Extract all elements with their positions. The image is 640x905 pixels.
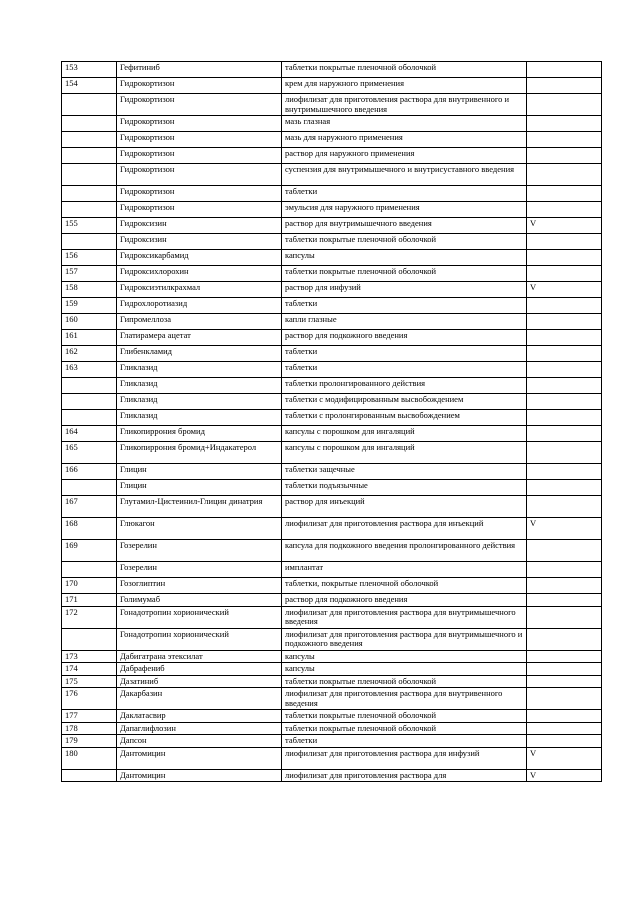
vital-mark-cell: [527, 362, 602, 378]
table-row: [62, 562, 602, 578]
row-number-cell: 157: [62, 266, 117, 282]
dosage-form-cell: таблетки: [282, 186, 527, 202]
vital-mark-cell: [527, 594, 602, 607]
row-number-cell: [62, 164, 117, 186]
vital-mark-cell: [527, 164, 602, 186]
drug-name-cell: Гидроксихлорохин: [117, 266, 282, 282]
dosage-form-cell: таблетки с модифицированным высвобождением: [282, 394, 527, 410]
row-number-cell: [62, 378, 117, 394]
vital-mark-cell: V: [527, 282, 602, 298]
table-row: [62, 518, 602, 540]
row-number-cell: [62, 410, 117, 426]
row-number-cell: 166: [62, 464, 117, 480]
drug-name-cell: Гликлазид: [117, 394, 282, 410]
drug-name-cell: Гликлазид: [117, 410, 282, 426]
drug-name-cell: Дантомицин: [117, 747, 282, 769]
dosage-form-cell: капли глазные: [282, 314, 527, 330]
table-row: [62, 164, 602, 186]
dosage-form-cell: лиофилизат для приготовления раствора для: [282, 769, 527, 782]
row-number-cell: [62, 394, 117, 410]
table-row: [62, 378, 602, 394]
vital-mark-cell: [527, 688, 602, 710]
table-row: [62, 594, 602, 607]
row-number-cell: 168: [62, 518, 117, 540]
drug-name-cell: Гидроксизин: [117, 218, 282, 234]
vital-mark-cell: [527, 426, 602, 442]
vital-mark-cell: V: [527, 518, 602, 540]
dosage-form-cell: лиофилизат для приготовления раствора для внутривенного и внутримышечного введения: [282, 94, 527, 116]
dosage-form-cell: капсула для подкожного введения пролонгированного действия: [282, 540, 527, 562]
vital-mark-cell: [527, 464, 602, 480]
table-row: [62, 314, 602, 330]
table-row: [62, 266, 602, 282]
table-row: [62, 650, 602, 663]
vital-mark-cell: [527, 394, 602, 410]
row-number-cell: 173: [62, 650, 117, 663]
dosage-form-cell: таблетки покрытые пленочной оболочкой: [282, 710, 527, 723]
drug-name-cell: Голимумаб: [117, 594, 282, 607]
dosage-form-cell: капсулы: [282, 250, 527, 266]
dosage-form-cell: таблетки: [282, 346, 527, 362]
table-row: [62, 250, 602, 266]
drug-name-cell: Дазатиниб: [117, 675, 282, 688]
vital-mark-cell: V: [527, 218, 602, 234]
vital-mark-cell: [527, 234, 602, 250]
table-row: [62, 62, 602, 78]
dosage-form-cell: таблетки покрытые пленочной оболочкой: [282, 722, 527, 735]
table-row: [62, 116, 602, 132]
medicines-table: [61, 61, 602, 782]
row-number-cell: [62, 769, 117, 782]
row-number-cell: [62, 94, 117, 116]
vital-mark-cell: [527, 116, 602, 132]
vital-mark-cell: [527, 266, 602, 282]
row-number-cell: [62, 116, 117, 132]
table-row: [62, 722, 602, 735]
drug-name-cell: Гидроксикарбамид: [117, 250, 282, 266]
row-number-cell: 170: [62, 578, 117, 594]
row-number-cell: 160: [62, 314, 117, 330]
vital-mark-cell: [527, 480, 602, 496]
drug-name-cell: Гозоглиптин: [117, 578, 282, 594]
row-number-cell: [62, 132, 117, 148]
drug-name-cell: Глутамил-Цистеинил-Глицин динатрия: [117, 496, 282, 518]
dosage-form-cell: капсулы с порошком для ингаляций: [282, 426, 527, 442]
table-row: [62, 234, 602, 250]
drug-name-cell: Гликлазид: [117, 362, 282, 378]
row-number-cell: 161: [62, 330, 117, 346]
dosage-form-cell: капсулы: [282, 650, 527, 663]
table-row: [62, 628, 602, 650]
drug-name-cell: Гидрокортизон: [117, 186, 282, 202]
table-row: [62, 747, 602, 769]
row-number-cell: 171: [62, 594, 117, 607]
row-number-cell: [62, 562, 117, 578]
drug-name-cell: Дакарбазин: [117, 688, 282, 710]
row-number-cell: 178: [62, 722, 117, 735]
vital-mark-cell: V: [527, 747, 602, 769]
dosage-form-cell: капсулы: [282, 663, 527, 676]
drug-name-cell: Дантомицин: [117, 769, 282, 782]
vital-mark-cell: [527, 606, 602, 628]
row-number-cell: 179: [62, 735, 117, 748]
dosage-form-cell: таблетки: [282, 735, 527, 748]
row-number-cell: 174: [62, 663, 117, 676]
vital-mark-cell: [527, 628, 602, 650]
dosage-form-cell: таблетки покрытые пленочной оболочкой: [282, 234, 527, 250]
vital-mark-cell: V: [527, 769, 602, 782]
table-row: [62, 540, 602, 562]
table-row: [62, 410, 602, 426]
table-row: [62, 675, 602, 688]
table-row: [62, 426, 602, 442]
row-number-cell: 163: [62, 362, 117, 378]
vital-mark-cell: [527, 710, 602, 723]
row-number-cell: 154: [62, 78, 117, 94]
drug-name-cell: Гонадотропин хорионический: [117, 628, 282, 650]
table-row: [62, 442, 602, 464]
drug-name-cell: Гидрокортизон: [117, 132, 282, 148]
vital-mark-cell: [527, 540, 602, 562]
table-row: [62, 496, 602, 518]
drug-name-cell: Глюкагон: [117, 518, 282, 540]
dosage-form-cell: раствор для подкожного введения: [282, 330, 527, 346]
drug-name-cell: Дабрафениб: [117, 663, 282, 676]
table-row: [62, 78, 602, 94]
row-number-cell: 180: [62, 747, 117, 769]
row-number-cell: 177: [62, 710, 117, 723]
vital-mark-cell: [527, 735, 602, 748]
dosage-form-cell: раствор для подкожного введения: [282, 594, 527, 607]
table-row: [62, 298, 602, 314]
table-row: [62, 578, 602, 594]
drug-name-cell: Глицин: [117, 480, 282, 496]
drug-name-cell: Гозерелин: [117, 562, 282, 578]
table-row: [62, 330, 602, 346]
table-row: [62, 186, 602, 202]
vital-mark-cell: [527, 94, 602, 116]
drug-name-cell: Дапсон: [117, 735, 282, 748]
dosage-form-cell: суспензия для внутримышечного и внутрисуставного введения: [282, 164, 527, 186]
dosage-form-cell: раствор для инъекций: [282, 496, 527, 518]
row-number-cell: [62, 234, 117, 250]
table-row: [62, 362, 602, 378]
dosage-form-cell: таблетки с пролонгированным высвобождением: [282, 410, 527, 426]
drug-name-cell: Гидрокортизон: [117, 94, 282, 116]
drug-name-cell: Гидроксизин: [117, 234, 282, 250]
row-number-cell: 156: [62, 250, 117, 266]
vital-mark-cell: [527, 202, 602, 218]
row-number-cell: [62, 186, 117, 202]
row-number-cell: [62, 202, 117, 218]
row-number-cell: [62, 480, 117, 496]
vital-mark-cell: [527, 186, 602, 202]
table-row: [62, 202, 602, 218]
row-number-cell: [62, 628, 117, 650]
vital-mark-cell: [527, 346, 602, 362]
row-number-cell: 165: [62, 442, 117, 464]
table-row: [62, 735, 602, 748]
row-number-cell: 158: [62, 282, 117, 298]
vital-mark-cell: [527, 496, 602, 518]
vital-mark-cell: [527, 250, 602, 266]
drug-name-cell: Гидрокортизон: [117, 202, 282, 218]
dosage-form-cell: лиофилизат для приготовления раствора для внутривенного введения: [282, 688, 527, 710]
vital-mark-cell: [527, 78, 602, 94]
dosage-form-cell: имплантат: [282, 562, 527, 578]
drug-name-cell: Дабигатрана этексилат: [117, 650, 282, 663]
dosage-form-cell: лиофилизат для приготовления раствора для внутримышечного и подкожного введения: [282, 628, 527, 650]
drug-name-cell: Гефитиниб: [117, 62, 282, 78]
dosage-form-cell: таблетки защечные: [282, 464, 527, 480]
vital-mark-cell: [527, 675, 602, 688]
dosage-form-cell: таблетки пролонгированного действия: [282, 378, 527, 394]
vital-mark-cell: [527, 578, 602, 594]
vital-mark-cell: [527, 650, 602, 663]
table-body: [62, 62, 602, 782]
drug-name-cell: Гидроксиэтилкрахмал: [117, 282, 282, 298]
drug-name-cell: Гидрокортизон: [117, 164, 282, 186]
table-row: [62, 394, 602, 410]
table-row: [62, 688, 602, 710]
table-row: [62, 710, 602, 723]
dosage-form-cell: лиофилизат для приготовления раствора для внутримышечного введения: [282, 606, 527, 628]
dosage-form-cell: мазь для наружного применения: [282, 132, 527, 148]
drug-name-cell: Гидрокортизон: [117, 116, 282, 132]
drug-name-cell: Глатирамера ацетат: [117, 330, 282, 346]
drug-name-cell: Гонадотропин хорионический: [117, 606, 282, 628]
row-number-cell: 175: [62, 675, 117, 688]
table-row: [62, 282, 602, 298]
drug-name-cell: Гидрохлоротиазид: [117, 298, 282, 314]
dosage-form-cell: крем для наружного применения: [282, 78, 527, 94]
row-number-cell: 159: [62, 298, 117, 314]
vital-mark-cell: [527, 298, 602, 314]
table-row: [62, 769, 602, 782]
table-row: [62, 132, 602, 148]
vital-mark-cell: [527, 148, 602, 164]
drug-name-cell: Гидрокортизон: [117, 78, 282, 94]
row-number-cell: 162: [62, 346, 117, 362]
vital-mark-cell: [527, 132, 602, 148]
dosage-form-cell: таблетки подъязычные: [282, 480, 527, 496]
drug-name-cell: Дапаглифлозин: [117, 722, 282, 735]
table-row: [62, 218, 602, 234]
vital-mark-cell: [527, 410, 602, 426]
row-number-cell: 169: [62, 540, 117, 562]
vital-mark-cell: [527, 378, 602, 394]
row-number-cell: [62, 148, 117, 164]
drug-name-cell: Гозерелин: [117, 540, 282, 562]
dosage-form-cell: раствор для наружного применения: [282, 148, 527, 164]
row-number-cell: 172: [62, 606, 117, 628]
drug-name-cell: Глибенкламид: [117, 346, 282, 362]
row-number-cell: 155: [62, 218, 117, 234]
dosage-form-cell: мазь глазная: [282, 116, 527, 132]
dosage-form-cell: таблетки: [282, 298, 527, 314]
dosage-form-cell: таблетки: [282, 362, 527, 378]
dosage-form-cell: таблетки покрытые пленочной оболочкой: [282, 675, 527, 688]
drug-name-cell: Глицин: [117, 464, 282, 480]
vital-mark-cell: [527, 663, 602, 676]
drug-name-cell: Гликопиррония бромид+Индакатерол: [117, 442, 282, 464]
row-number-cell: 153: [62, 62, 117, 78]
table-row: [62, 464, 602, 480]
dosage-form-cell: таблетки покрытые пленочной оболочкой: [282, 266, 527, 282]
table-row: [62, 480, 602, 496]
dosage-form-cell: капсулы с порошком для ингаляций: [282, 442, 527, 464]
table-row: [62, 94, 602, 116]
row-number-cell: 167: [62, 496, 117, 518]
dosage-form-cell: раствор для инфузий: [282, 282, 527, 298]
table-row: [62, 663, 602, 676]
vital-mark-cell: [527, 314, 602, 330]
dosage-form-cell: эмульсия для наружного применения: [282, 202, 527, 218]
dosage-form-cell: таблетки покрытые пленочной оболочкой: [282, 62, 527, 78]
vital-mark-cell: [527, 722, 602, 735]
drug-name-cell: Гликлазид: [117, 378, 282, 394]
table-row: [62, 606, 602, 628]
dosage-form-cell: раствор для внутримышечного введения: [282, 218, 527, 234]
drug-name-cell: Даклатасвир: [117, 710, 282, 723]
drug-name-cell: Гидрокортизон: [117, 148, 282, 164]
vital-mark-cell: [527, 62, 602, 78]
drug-name-cell: Гликопиррония бромид: [117, 426, 282, 442]
dosage-form-cell: лиофилизат для приготовления раствора для инфузий: [282, 747, 527, 769]
dosage-form-cell: лиофилизат для приготовления раствора для инъекций: [282, 518, 527, 540]
vital-mark-cell: [527, 562, 602, 578]
drug-name-cell: Гипромеллоза: [117, 314, 282, 330]
table-row: [62, 148, 602, 164]
vital-mark-cell: [527, 330, 602, 346]
row-number-cell: 176: [62, 688, 117, 710]
dosage-form-cell: таблетки, покрытые пленочной оболочкой: [282, 578, 527, 594]
vital-mark-cell: [527, 442, 602, 464]
row-number-cell: 164: [62, 426, 117, 442]
table-row: [62, 346, 602, 362]
